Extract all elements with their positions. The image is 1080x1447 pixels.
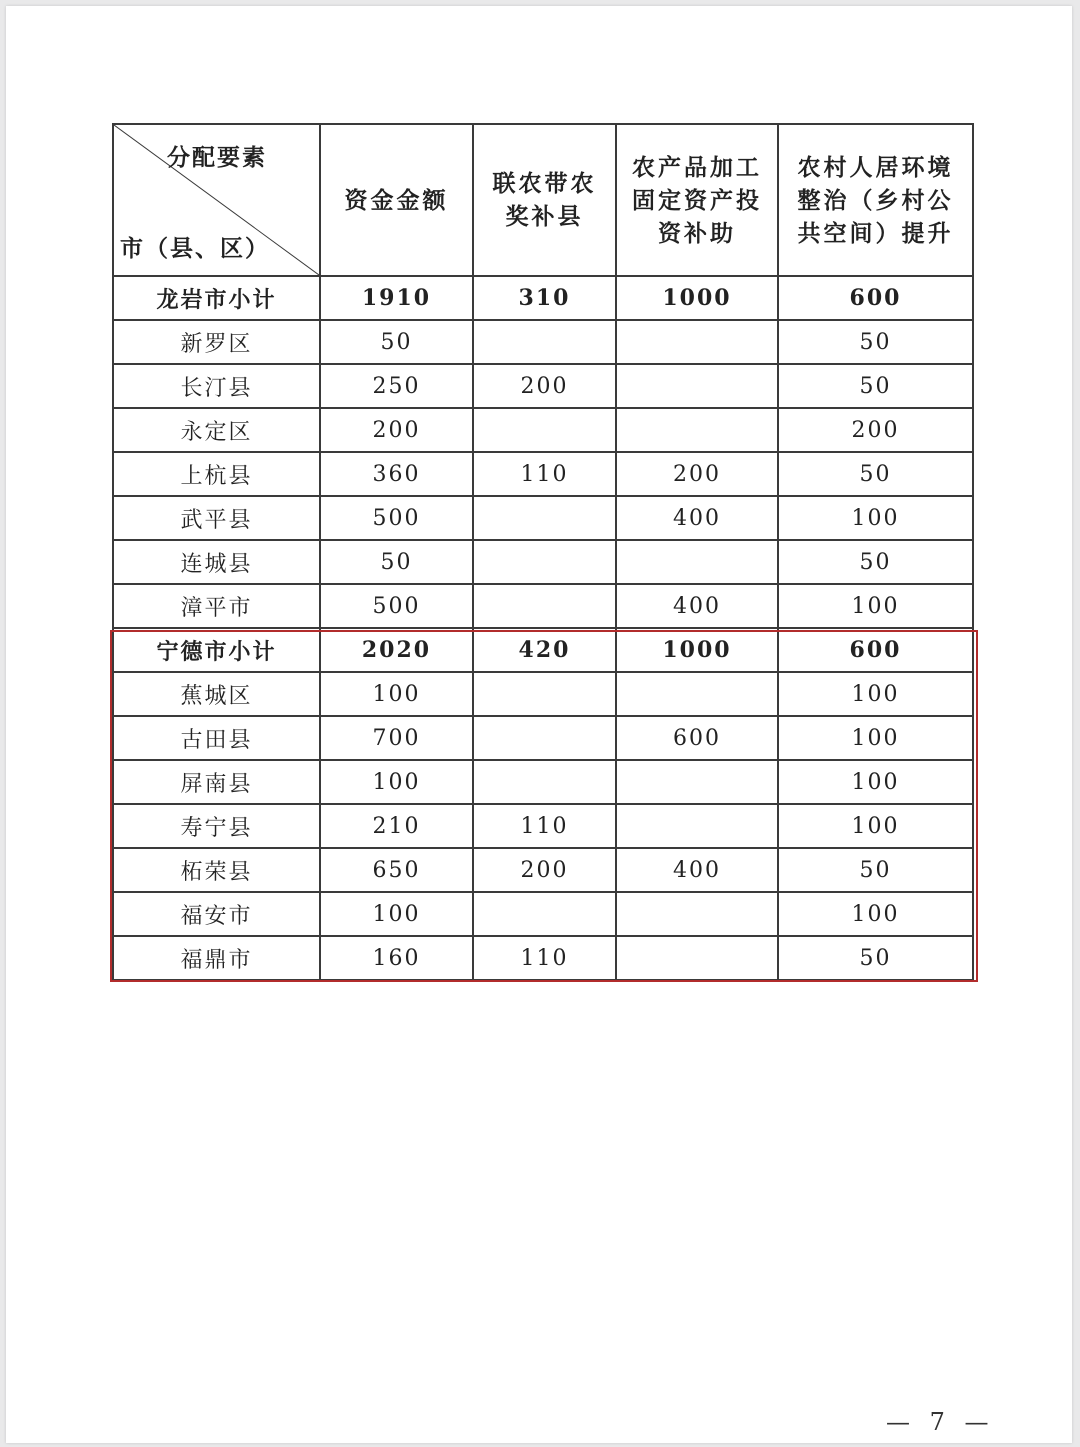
value-cell (473, 672, 616, 716)
value-cell: 1910 (320, 276, 473, 320)
value-cell: 100 (778, 672, 973, 716)
region-name-cell: 龙岩市小计 (113, 276, 320, 320)
value-cell: 600 (778, 628, 973, 672)
value-cell (473, 408, 616, 452)
value-cell: 1000 (616, 628, 778, 672)
table-row (113, 716, 973, 760)
region-name-cell: 寿宁县 (113, 804, 320, 848)
value-cell: 650 (320, 848, 473, 892)
value-cell (473, 584, 616, 628)
value-cell: 110 (473, 452, 616, 496)
value-cell: 700 (320, 716, 473, 760)
value-cell (473, 540, 616, 584)
table-row (113, 320, 973, 364)
region-name-cell: 古田县 (113, 716, 320, 760)
value-cell (616, 540, 778, 584)
diagonal-bottom-label: 市（县、区） (120, 235, 270, 262)
value-cell: 50 (320, 540, 473, 584)
value-cell (473, 496, 616, 540)
value-cell: 100 (778, 584, 973, 628)
region-name-cell: 福鼎市 (113, 936, 320, 980)
table-row (113, 408, 973, 452)
value-cell: 110 (473, 936, 616, 980)
value-cell: 420 (473, 628, 616, 672)
document-page (6, 6, 1072, 1443)
value-cell: 200 (778, 408, 973, 452)
value-cell: 100 (778, 804, 973, 848)
diagonal-top-label: 分配要素 (167, 144, 267, 171)
value-cell: 250 (320, 364, 473, 408)
value-cell: 100 (778, 892, 973, 936)
value-cell: 200 (473, 848, 616, 892)
value-cell: 400 (616, 584, 778, 628)
value-cell: 50 (778, 452, 973, 496)
value-cell (616, 804, 778, 848)
value-cell (616, 892, 778, 936)
region-name-cell: 福安市 (113, 892, 320, 936)
table-row (113, 584, 973, 628)
region-name-cell: 屏南县 (113, 760, 320, 804)
table-row (113, 760, 973, 804)
value-cell: 50 (320, 320, 473, 364)
value-cell: 50 (778, 540, 973, 584)
value-cell (473, 716, 616, 760)
value-cell (473, 320, 616, 364)
table-header-row (113, 124, 973, 276)
region-name-cell: 武平县 (113, 496, 320, 540)
value-cell: 400 (616, 848, 778, 892)
value-cell: 400 (616, 496, 778, 540)
value-cell: 50 (778, 848, 973, 892)
region-name-cell: 长汀县 (113, 364, 320, 408)
value-cell: 600 (616, 716, 778, 760)
value-cell: 100 (320, 760, 473, 804)
subtotal-row (113, 276, 973, 320)
value-cell: 200 (320, 408, 473, 452)
column-header: 农产品加工固定资产投资补助 (616, 124, 778, 276)
value-cell: 100 (320, 672, 473, 716)
table-row (113, 892, 973, 936)
value-cell (616, 320, 778, 364)
value-cell: 50 (778, 364, 973, 408)
region-name-cell: 新罗区 (113, 320, 320, 364)
region-name-cell: 柘荣县 (113, 848, 320, 892)
value-cell: 310 (473, 276, 616, 320)
value-cell: 200 (473, 364, 616, 408)
value-cell (616, 760, 778, 804)
value-cell (616, 672, 778, 716)
value-cell: 2020 (320, 628, 473, 672)
page-number: — 7 — (886, 1408, 995, 1436)
value-cell: 110 (473, 804, 616, 848)
table-row (113, 364, 973, 408)
region-name-cell: 上杭县 (113, 452, 320, 496)
value-cell: 360 (320, 452, 473, 496)
value-cell: 500 (320, 584, 473, 628)
value-cell: 1000 (616, 276, 778, 320)
value-cell: 100 (778, 760, 973, 804)
column-header: 联农带农奖补县 (473, 124, 616, 276)
table-row (113, 496, 973, 540)
value-cell: 100 (778, 716, 973, 760)
allocation-table (112, 123, 974, 981)
region-name-cell: 漳平市 (113, 584, 320, 628)
region-name-cell: 宁德市小计 (113, 628, 320, 672)
table-row (113, 672, 973, 716)
value-cell: 600 (778, 276, 973, 320)
subtotal-row (113, 628, 973, 672)
column-header: 资金金额 (320, 124, 473, 276)
value-cell (616, 936, 778, 980)
value-cell: 200 (616, 452, 778, 496)
value-cell: 500 (320, 496, 473, 540)
value-cell: 50 (778, 936, 973, 980)
value-cell (616, 408, 778, 452)
value-cell (616, 364, 778, 408)
value-cell (473, 760, 616, 804)
region-name-cell: 连城县 (113, 540, 320, 584)
diagonal-header-cell (113, 124, 320, 276)
value-cell: 160 (320, 936, 473, 980)
table-row (113, 848, 973, 892)
table-body (113, 276, 973, 980)
table-row (113, 804, 973, 848)
region-name-cell: 永定区 (113, 408, 320, 452)
table-row (113, 452, 973, 496)
value-cell (473, 892, 616, 936)
region-name-cell: 蕉城区 (113, 672, 320, 716)
value-cell: 50 (778, 320, 973, 364)
value-cell: 100 (320, 892, 473, 936)
column-header: 农村人居环境整治（乡村公共空间）提升 (778, 124, 973, 276)
value-cell: 210 (320, 804, 473, 848)
value-cell: 100 (778, 496, 973, 540)
table-row (113, 936, 973, 980)
table-row (113, 540, 973, 584)
